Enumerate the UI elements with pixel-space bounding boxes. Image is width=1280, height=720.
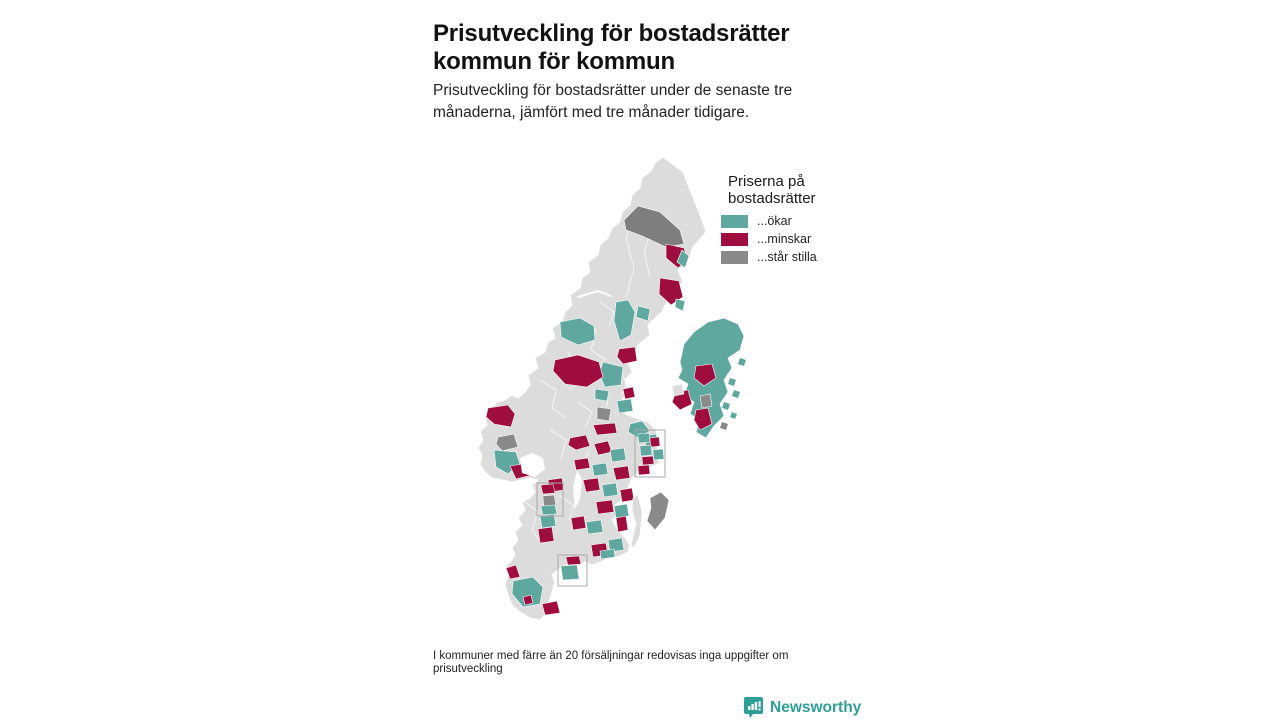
newsworthy-branding — [744, 697, 861, 718]
legend-title: Priserna på bostadsrätter — [728, 173, 816, 207]
subtitle: Prisutveckling för bostadsrätter under de senaste tre månaderna, jämfört med tre månader tidigare. — [433, 82, 793, 121]
map-legend — [721, 174, 861, 266]
newsworthy-logo-icon — [744, 697, 763, 718]
page-title — [433, 20, 853, 76]
sweden-map — [428, 150, 758, 630]
legend-item-okar: ...ökar — [721, 212, 861, 230]
title-line-1: Prisutveckling för bostadsrätter — [433, 20, 790, 48]
newsworthy-logo-text: Newsworthy — [770, 698, 862, 716]
legend-item-star-stilla: ...står stilla — [721, 248, 861, 266]
legend-swatch-okar — [721, 215, 748, 228]
footnote: I kommuner med färre än 20 försäljningar redovisas inga uppgifter om prisutveckling — [433, 650, 789, 675]
legend-swatch-minskar — [721, 233, 748, 246]
title-line-2: kommun för kommun — [433, 48, 675, 76]
legend-swatch-star-stilla — [721, 251, 748, 264]
sweden-choropleth-map — [428, 150, 758, 630]
legend-items — [721, 212, 861, 266]
legend-item-minskar: ...minskar — [721, 230, 861, 248]
